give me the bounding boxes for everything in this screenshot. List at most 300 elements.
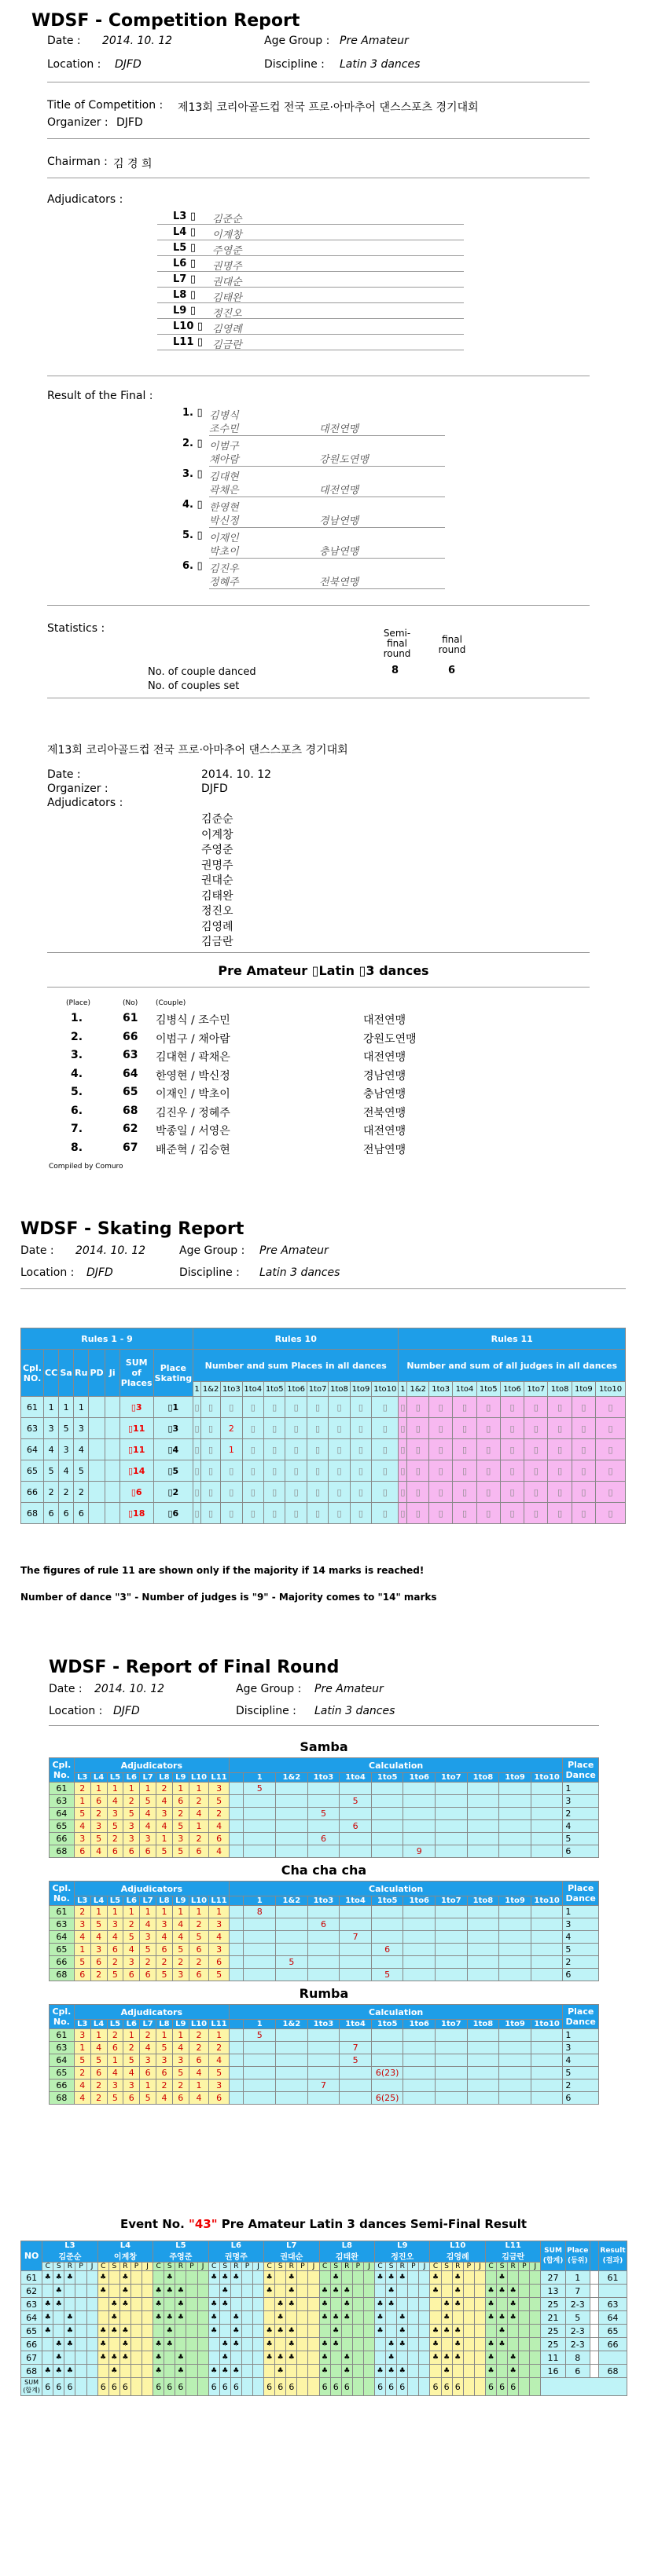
adj-col-head: L7 [140, 2020, 156, 2029]
semi-mark [142, 2325, 153, 2338]
calc-cell [499, 2054, 531, 2067]
calc-cell [371, 2029, 403, 2042]
semi-mark [375, 2285, 386, 2298]
semi-mark: ♣ [397, 2311, 408, 2325]
semi-mark: ♣ [375, 2325, 386, 2338]
calc-cell [244, 1969, 276, 1981]
semi-mark [419, 2365, 430, 2378]
judge-mark: 1 [140, 2079, 156, 2092]
adj-col-head: L10 [189, 1773, 209, 1783]
semi-sum-cell [408, 2378, 419, 2396]
judge-mark: 6 [189, 1944, 209, 1956]
semi-dance-sub-head: J [197, 2263, 208, 2271]
semi-mark: ♣ [508, 2285, 519, 2298]
calc-cell [307, 2054, 340, 2067]
dance-row [50, 1906, 599, 1918]
judge-mark: 5 [172, 1845, 189, 1858]
semi-mark [208, 2351, 219, 2365]
semi-sum-cell: 6 [397, 2378, 408, 2396]
skating-row [21, 1439, 626, 1460]
semi-sum: 16 [541, 2365, 565, 2378]
adjudicator-name: 김태완 [212, 292, 242, 304]
calc-col-head: 1to3 [307, 1896, 340, 1906]
semi-mark [186, 2285, 197, 2298]
summary-couple: 박종일 / 서영은 [156, 1125, 230, 1138]
semi-mark [53, 2325, 64, 2338]
calc-gap [229, 1918, 244, 1931]
dance-cpl: 63 [50, 2042, 75, 2054]
judge-mark: 1 [172, 1906, 189, 1918]
rule10-cell: ▯ [242, 1439, 263, 1460]
semi-mark [175, 2271, 186, 2285]
semi-sum-cell: 6 [286, 2378, 297, 2396]
adjudicator-row [157, 225, 464, 240]
adj-col-head: L4 [90, 1773, 107, 1783]
semi-mark [330, 2298, 341, 2311]
calc-cell [403, 1969, 436, 1981]
semi-mark [474, 2338, 485, 2351]
place-dance: 1 [563, 1906, 599, 1918]
skating-dance-place [89, 1397, 105, 1418]
calc-cell [531, 2054, 563, 2067]
skating-dance-place: 2 [59, 1482, 74, 1503]
semi-mark [519, 2351, 530, 2365]
semi-mark [419, 2351, 430, 2365]
semi-mark [153, 2271, 164, 2285]
semi-mark [419, 2298, 430, 2311]
judge-mark: 5 [123, 1808, 140, 1820]
semi-mark: ♣ [286, 2298, 297, 2311]
semi-dance-sub-head: C [208, 2263, 219, 2271]
semi-mark: ♣ [108, 2325, 119, 2338]
calc-cell [403, 1833, 436, 1845]
skating-dance-place [89, 1503, 105, 1524]
skating-dance-place [105, 1439, 119, 1460]
judge-mark: 6 [156, 2067, 173, 2079]
final-dancer-b: 채아람 [209, 454, 239, 466]
semi-mark: ♣ [319, 2365, 330, 2378]
summary-couple: 김대현 / 곽채은 [156, 1051, 230, 1064]
adj-col-head: L6 [123, 1773, 140, 1783]
semi-place: 2-3 [565, 2325, 590, 2338]
dance-row [50, 2092, 599, 2105]
dance-row [50, 1795, 599, 1808]
semi-row [21, 2285, 627, 2298]
adj-col-head: L5 [107, 1896, 123, 1906]
dance-row [50, 2042, 599, 2054]
semi-sum-cell: 6 [264, 2378, 275, 2396]
final-dancer-b-line [209, 451, 445, 467]
semi-mark: ♣ [64, 2338, 75, 2351]
skating-dance-place [105, 1503, 119, 1524]
judge-mark: 6 [90, 1956, 107, 1969]
dance-row [50, 1783, 599, 1795]
judge-mark: 2 [189, 1833, 209, 1845]
judge-mark: 6 [107, 1845, 123, 1858]
judge-mark: 6 [189, 1969, 209, 1981]
semi-sum: 25 [541, 2298, 565, 2311]
semi-sum-cell: 6 [108, 2378, 119, 2396]
skating-cpl: 63 [21, 1418, 44, 1439]
rule11-cell: ▯ [453, 1503, 476, 1524]
rule10-cell: 2 [221, 1418, 242, 1439]
semi-mark: ♣ [397, 2338, 408, 2351]
semi-mark [397, 2285, 408, 2298]
calc-cell [340, 1845, 372, 1858]
semi-mark [230, 2351, 241, 2365]
judge-mark: 3 [156, 1808, 173, 1820]
calc-cell [499, 1944, 531, 1956]
semi-sum-cell [308, 2378, 319, 2396]
judge-mark: 1 [189, 1906, 209, 1918]
judge-mark: 5 [123, 2054, 140, 2067]
judge-mark: 3 [123, 1956, 140, 1969]
semi-mark: ♣ [375, 2271, 386, 2285]
skating-dance-place: 6 [74, 1503, 89, 1524]
judge-mark: 4 [209, 1931, 230, 1944]
final-dancer-a: 김진우 [209, 563, 239, 575]
dance-row [50, 1845, 599, 1858]
semi-mark [97, 2365, 108, 2378]
semi-mark [452, 2365, 463, 2378]
semi-mark [64, 2351, 75, 2365]
semi-mark [375, 2351, 386, 2365]
calc-col-head: 1to6 [403, 1896, 436, 1906]
rule11-cell: ▯ [596, 1503, 626, 1524]
semi-mark [108, 2285, 119, 2298]
calc-cell [467, 1969, 499, 1981]
summary-club: 충남연맹 [363, 1088, 406, 1101]
calc-cell: 7 [340, 1931, 372, 1944]
skating-dance-place: 3 [59, 1439, 74, 1460]
semi-mark: ♣ [119, 2351, 131, 2365]
rule11-cell: ▯ [500, 1460, 524, 1482]
judge-mark: 2 [140, 2029, 156, 2042]
judge-mark: 5 [172, 1820, 189, 1833]
semi-dance-sub-head: S [275, 2263, 286, 2271]
semi-mark [108, 2271, 119, 2285]
judge-mark: 1 [90, 1783, 107, 1795]
judge-mark: 5 [209, 2067, 230, 2079]
couples-set-label: No. of couples set [148, 680, 240, 692]
semi-mark [175, 2338, 186, 2351]
semi-mark [463, 2271, 474, 2285]
judge-mark: 3 [123, 1820, 140, 1833]
skating-report-title: WDSF - Skating Report [20, 1219, 244, 1239]
calc-cell: 5 [371, 1969, 403, 1981]
judge-mark: 3 [172, 2054, 189, 2067]
calc-gap [229, 1808, 244, 1820]
calc-col-head: 1&2 [276, 1773, 308, 1783]
judge-mark: 2 [140, 1956, 156, 1969]
semi-sum-cell [241, 2378, 252, 2396]
sub-col-head: 1to7 [524, 1382, 548, 1397]
judge-mark: 2 [156, 2079, 173, 2092]
semi-mark [264, 2311, 275, 2325]
semi-judge-code: L3 [64, 2241, 75, 2250]
skating-cpl: 64 [21, 1439, 44, 1460]
judge-mark: 5 [140, 1944, 156, 1956]
semi-mark: ♣ [508, 2365, 519, 2378]
summary-adjudicator: 권대순 [201, 874, 233, 887]
semi-mark [341, 2271, 352, 2285]
adjudicators-label: Adjudicators : [47, 193, 123, 206]
adj-col-head: L6 [123, 1896, 140, 1906]
sum10-head: Number and sum Places in all dances [193, 1350, 399, 1382]
rule10-cell: ▯ [263, 1503, 285, 1524]
final-dancer-a: 김대현 [209, 471, 239, 483]
semi-mark: ♣ [341, 2311, 352, 2325]
calc-col-head: 1 [244, 1773, 276, 1783]
summary-club: 경남연맹 [363, 1069, 406, 1083]
semi-mark: ♣ [386, 2271, 397, 2285]
semi-mark [119, 2311, 131, 2325]
adjudicator-code: L4 ▯ [173, 226, 197, 238]
judge-mark: 6 [140, 1969, 156, 1981]
summary-adjudicator: 권명주 [201, 859, 233, 872]
final-place: 2. ▯ [182, 438, 203, 449]
age-group-value: Pre Amateur [340, 35, 409, 47]
calc-cell [244, 1918, 276, 1931]
semi-mark: ♣ [386, 2298, 397, 2311]
semi-mark [142, 2351, 153, 2365]
semi-mark [363, 2338, 374, 2351]
calc-gap [229, 1956, 244, 1969]
adjudicator-code: L10 ▯ [173, 321, 204, 332]
semi-row [21, 2351, 627, 2365]
calc-col-head: 1to4 [340, 1896, 372, 1906]
judge-mark: 2 [107, 1956, 123, 1969]
sub-col-head: 1to3 [429, 1382, 453, 1397]
rule11-cell: ▯ [548, 1460, 572, 1482]
semi-mark: ♣ [441, 2365, 452, 2378]
semi-dance-sub-head: J [308, 2263, 319, 2271]
semi-mark [252, 2325, 263, 2338]
semi-mark [197, 2365, 208, 2378]
judge-mark: 5 [140, 2092, 156, 2105]
final-age: Pre Amateur [314, 1683, 384, 1695]
semi-mark: ♣ [175, 2285, 186, 2298]
semi-mark [186, 2311, 197, 2325]
calc-cell [531, 1956, 563, 1969]
calc-cell [307, 1969, 340, 1981]
semi-judge-head [430, 2241, 485, 2263]
title-of-competition-value: 제13회 코리아골드컵 전국 프로·아마추어 댄스스포츠 경기대회 [178, 101, 479, 114]
place-dance: 5 [563, 1833, 599, 1845]
calc-cell [371, 1931, 403, 1944]
summary-date: 2014. 10. 12 [201, 768, 272, 781]
semi-result: 65 [598, 2325, 627, 2338]
skating-location: DJFD [86, 1266, 113, 1279]
semi-mark [308, 2271, 319, 2285]
judge-mark: 4 [107, 2067, 123, 2079]
judge-mark: 4 [107, 1795, 123, 1808]
summary-no: 65 [123, 1086, 138, 1098]
summary-no: 61 [123, 1012, 138, 1024]
rule10-cell: ▯ [329, 1482, 350, 1503]
rule11-cell: ▯ [399, 1482, 407, 1503]
semi-mark: ♣ [97, 2285, 108, 2298]
judge-mark: 3 [140, 2054, 156, 2067]
judge-mark: 2 [123, 2042, 140, 2054]
location-value: DJFD [115, 58, 142, 71]
semi-mark [408, 2298, 419, 2311]
dance-cpl: 61 [50, 1906, 75, 1918]
judge-mark: 3 [107, 2079, 123, 2092]
semi-judge-code: L11 [505, 2241, 521, 2250]
judge-mark: 1 [123, 1906, 140, 1918]
calc-col-head: 1to8 [467, 2020, 499, 2029]
calc-cell [307, 2067, 340, 2079]
judge-mark: 4 [123, 2067, 140, 2079]
final-dancer-a: 한영현 [209, 502, 239, 514]
semi-mark: ♣ [375, 2311, 386, 2325]
calc-col-head: 1to10 [531, 1773, 563, 1783]
semi-mark [164, 2351, 175, 2365]
sub-col-head: 1to10 [372, 1382, 399, 1397]
calc-cell [403, 1931, 436, 1944]
place-dance: 4 [563, 1931, 599, 1944]
final-place: 6. ▯ [182, 560, 203, 572]
semi-no: 61 [21, 2271, 42, 2285]
semi-sum-cell: 6 [341, 2378, 352, 2396]
semi-mark [186, 2325, 197, 2338]
calc-cell [531, 1906, 563, 1918]
semi-mark: ♣ [97, 2338, 108, 2351]
judge-mark: 3 [90, 1820, 107, 1833]
rule10-cell: ▯ [372, 1439, 399, 1460]
adj-col-head: L4 [90, 2020, 107, 2029]
compiled-by: Compiled by Comuro [49, 1163, 123, 1171]
judge-mark: 2 [90, 1808, 107, 1820]
calc-cell [467, 1833, 499, 1845]
summary-no: 68 [123, 1104, 138, 1117]
semi-mark [330, 2351, 341, 2365]
semi-mark [352, 2338, 363, 2351]
adj-col-head: L9 [172, 1773, 189, 1783]
semi-final-table [20, 2241, 627, 2396]
judge-mark: 3 [209, 2079, 230, 2092]
calc-cell: 6 [340, 1820, 372, 1833]
semi-no: 67 [21, 2351, 42, 2365]
dance-cpl: 68 [50, 1845, 75, 1858]
calc-gap [229, 1944, 244, 1956]
dance-head-row [50, 1758, 599, 1773]
semi-mark [497, 2365, 508, 2378]
calc-cell [276, 1795, 308, 1808]
skating-dance-place: 4 [74, 1439, 89, 1460]
rule11-cell: ▯ [407, 1439, 429, 1460]
semi-sum-cell [419, 2378, 430, 2396]
rule11-cell: ▯ [429, 1503, 453, 1524]
semi-mark: ♣ [375, 2298, 386, 2311]
semi-mark: ♣ [153, 2285, 164, 2298]
adj-col-head: L8 [156, 2020, 173, 2029]
semi-mark: ♣ [319, 2298, 330, 2311]
semi-mark [386, 2311, 397, 2325]
calc-cell [436, 1918, 468, 1931]
semi-dance-sub-head: J [419, 2263, 430, 2271]
judge-mark: 4 [189, 1808, 209, 1820]
semi-dance-sub-head: S [386, 2263, 397, 2271]
semi-sum-cell [86, 2378, 97, 2396]
final-dancer-b-line [209, 482, 445, 497]
judge-mark: 4 [209, 2054, 230, 2067]
semi-mark [142, 2338, 153, 2351]
semi-mark [352, 2271, 363, 2285]
semi-row [21, 2325, 627, 2338]
sub-col-head: 1to3 [221, 1382, 242, 1397]
calc-cell [340, 2067, 372, 2079]
rule10-cell: ▯ [201, 1439, 221, 1460]
semi-no: 64 [21, 2311, 42, 2325]
divider [47, 987, 590, 988]
judge-mark: 6 [172, 2092, 189, 2105]
calc-gap [229, 1931, 244, 1944]
semi-mark [452, 2311, 463, 2325]
skating-row [21, 1397, 626, 1418]
dance-row [50, 1931, 599, 1944]
skating-dance-place [89, 1439, 105, 1460]
semi-mark [519, 2285, 530, 2298]
calc-gap [229, 2092, 244, 2105]
sub-col-head: 1 [399, 1382, 407, 1397]
final-date-label: Date : [49, 1683, 83, 1695]
semi-mark [86, 2311, 97, 2325]
skating-dance-place: 2 [74, 1482, 89, 1503]
semi-mark [86, 2285, 97, 2298]
adjudicator-code: L11 ▯ [173, 336, 204, 348]
rule10-cell: ▯ [201, 1482, 221, 1503]
semi-mark: ♣ [264, 2338, 275, 2351]
adjudicator-name: 권명주 [212, 261, 242, 273]
semi-mark: ♣ [230, 2271, 241, 2285]
judge-mark: 6 [189, 1845, 209, 1858]
semi-mark [497, 2298, 508, 2311]
calc-cell [340, 1783, 372, 1795]
semi-judge-name: 권대순 [280, 2253, 303, 2262]
dance-col-head: PD [89, 1350, 105, 1397]
semi-dance-sub-head: J [252, 2263, 263, 2271]
cpl-head: Cpl. No. [50, 1882, 75, 1906]
calc-cell [276, 2042, 308, 2054]
divider [49, 1725, 599, 1726]
summary-couple: 김병식 / 조수민 [156, 1014, 230, 1027]
semi-gap [590, 2298, 598, 2311]
adjudicators-head: Adjudicators [74, 2005, 229, 2020]
judge-mark: 2 [189, 2042, 209, 2054]
semi-mark [419, 2338, 430, 2351]
calc-cell [307, 1820, 340, 1833]
judge-mark: 1 [156, 2029, 173, 2042]
rule10-cell: ▯ [285, 1418, 307, 1439]
calc-cell [531, 1820, 563, 1833]
adj-col-head: L5 [107, 2020, 123, 2029]
calc-cell [371, 1808, 403, 1820]
judge-mark: 5 [90, 2054, 107, 2067]
semi-sum-cell: 6 [208, 2378, 219, 2396]
semi-mark [463, 2351, 474, 2365]
judge-mark: 4 [156, 1820, 173, 1833]
semi-sub-head-row [21, 2263, 627, 2271]
judge-mark: 2 [90, 2092, 107, 2105]
semi-mark: ♣ [286, 2271, 297, 2285]
judge-mark: 4 [189, 2067, 209, 2079]
semi-sum-cell: 6 [230, 2378, 241, 2396]
rule11-cell: ▯ [429, 1397, 453, 1418]
semi-row [21, 2298, 627, 2311]
judge-mark: 6 [123, 1845, 140, 1858]
